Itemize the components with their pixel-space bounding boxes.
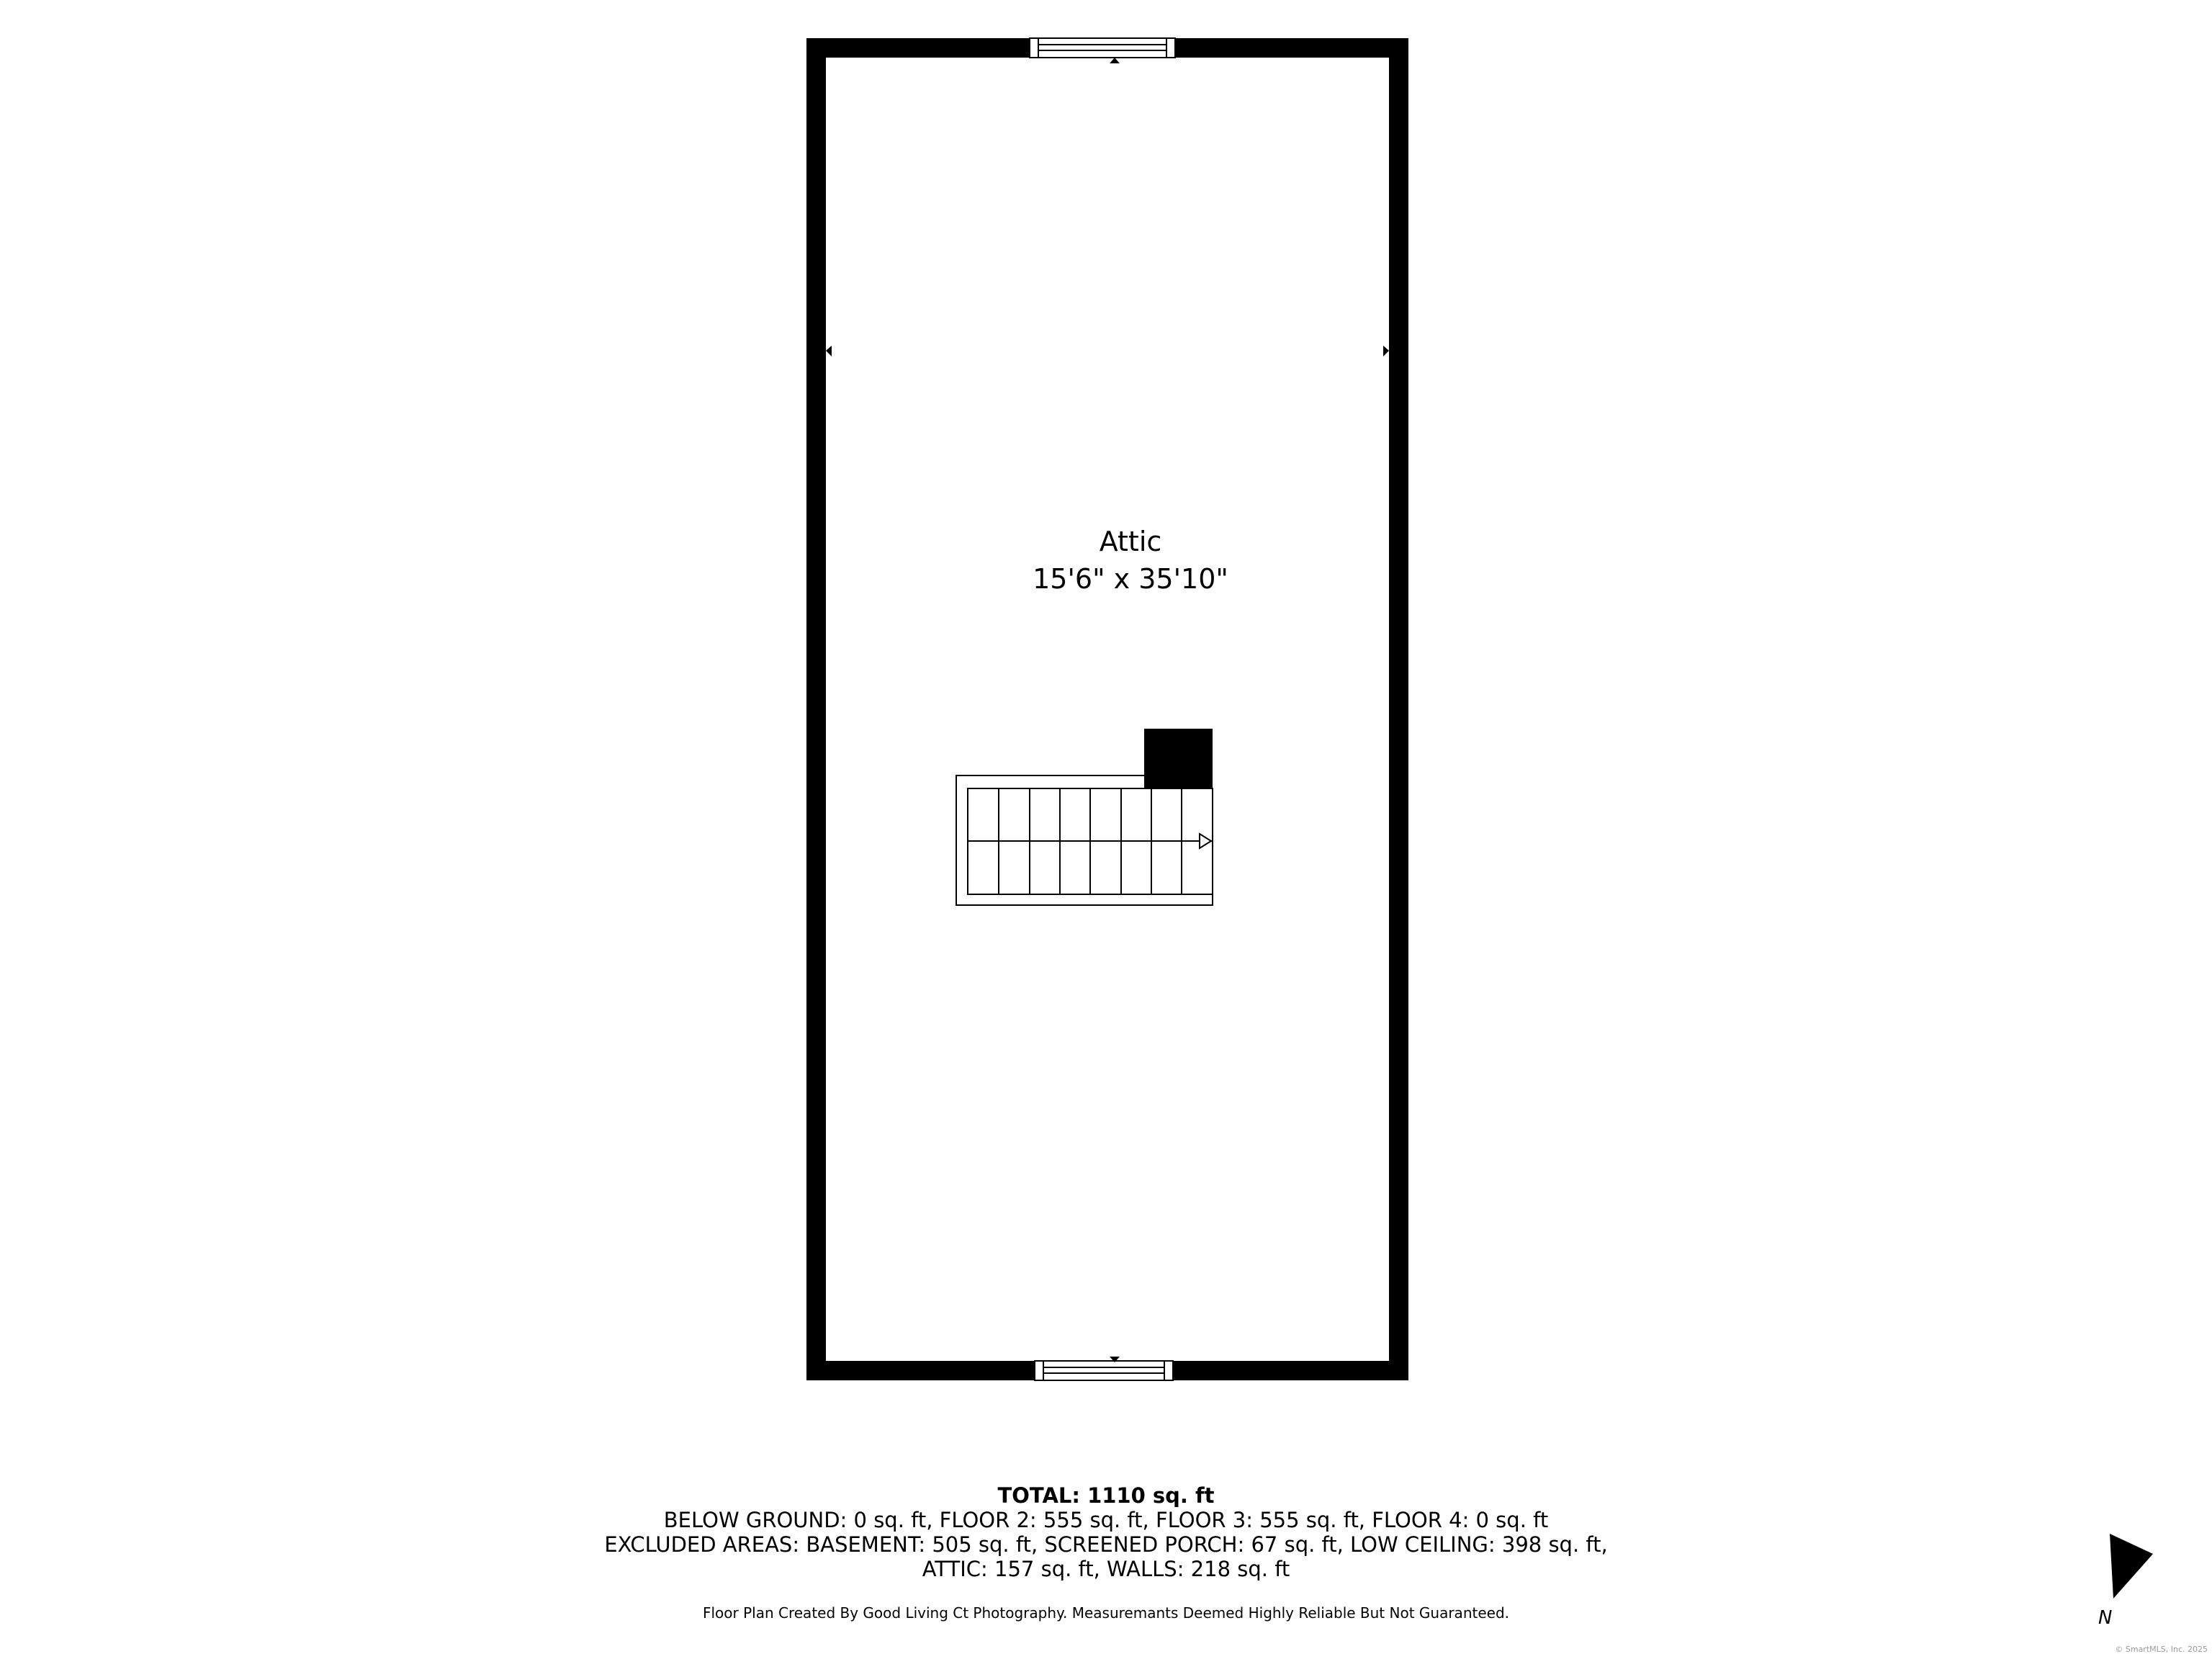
total-area: TOTAL: 1110 sq. ft bbox=[997, 1483, 1215, 1508]
marker-top bbox=[1110, 58, 1120, 63]
compass-label: N bbox=[2098, 1607, 2113, 1629]
marker-left bbox=[826, 346, 832, 356]
wall-right bbox=[1389, 38, 1408, 1380]
room-dimensions: 15'6" x 35'10" bbox=[1033, 563, 1228, 595]
excluded-areas-line-2: ATTIC: 157 sq. ft, WALLS: 218 sq. ft bbox=[922, 1557, 1290, 1581]
marker-right bbox=[1383, 346, 1389, 356]
north-arrow-icon bbox=[2099, 1530, 2157, 1602]
wall-left bbox=[806, 38, 826, 1380]
window-bottom bbox=[1035, 1361, 1173, 1380]
floor-areas-line: BELOW GROUND: 0 sq. ft, FLOOR 2: 555 sq. ft, FLOOR 3: 555 sq. ft, FLOOR 4: 0 sq. ft bbox=[663, 1508, 1549, 1532]
disclaimer: Floor Plan Created By Good Living Ct Photography. Measuremants Deemed Highly Reliable But Not Guaranteed. bbox=[702, 1604, 1509, 1622]
exterior-walls bbox=[806, 38, 1408, 1380]
stair-direction-arrow-icon bbox=[1200, 834, 1211, 848]
staircase bbox=[956, 775, 1213, 905]
room-name: Attic bbox=[1099, 526, 1162, 557]
chimney-block bbox=[1144, 729, 1213, 789]
window-top bbox=[1030, 38, 1175, 58]
excluded-areas-line: EXCLUDED AREAS: BASEMENT: 505 sq. ft, SCREENED PORCH: 67 sq. ft, LOW CEILING: 398 sq. ft, bbox=[604, 1532, 1608, 1557]
copyright: © SmartMLS, Inc. 2025 bbox=[2115, 1645, 2208, 1654]
